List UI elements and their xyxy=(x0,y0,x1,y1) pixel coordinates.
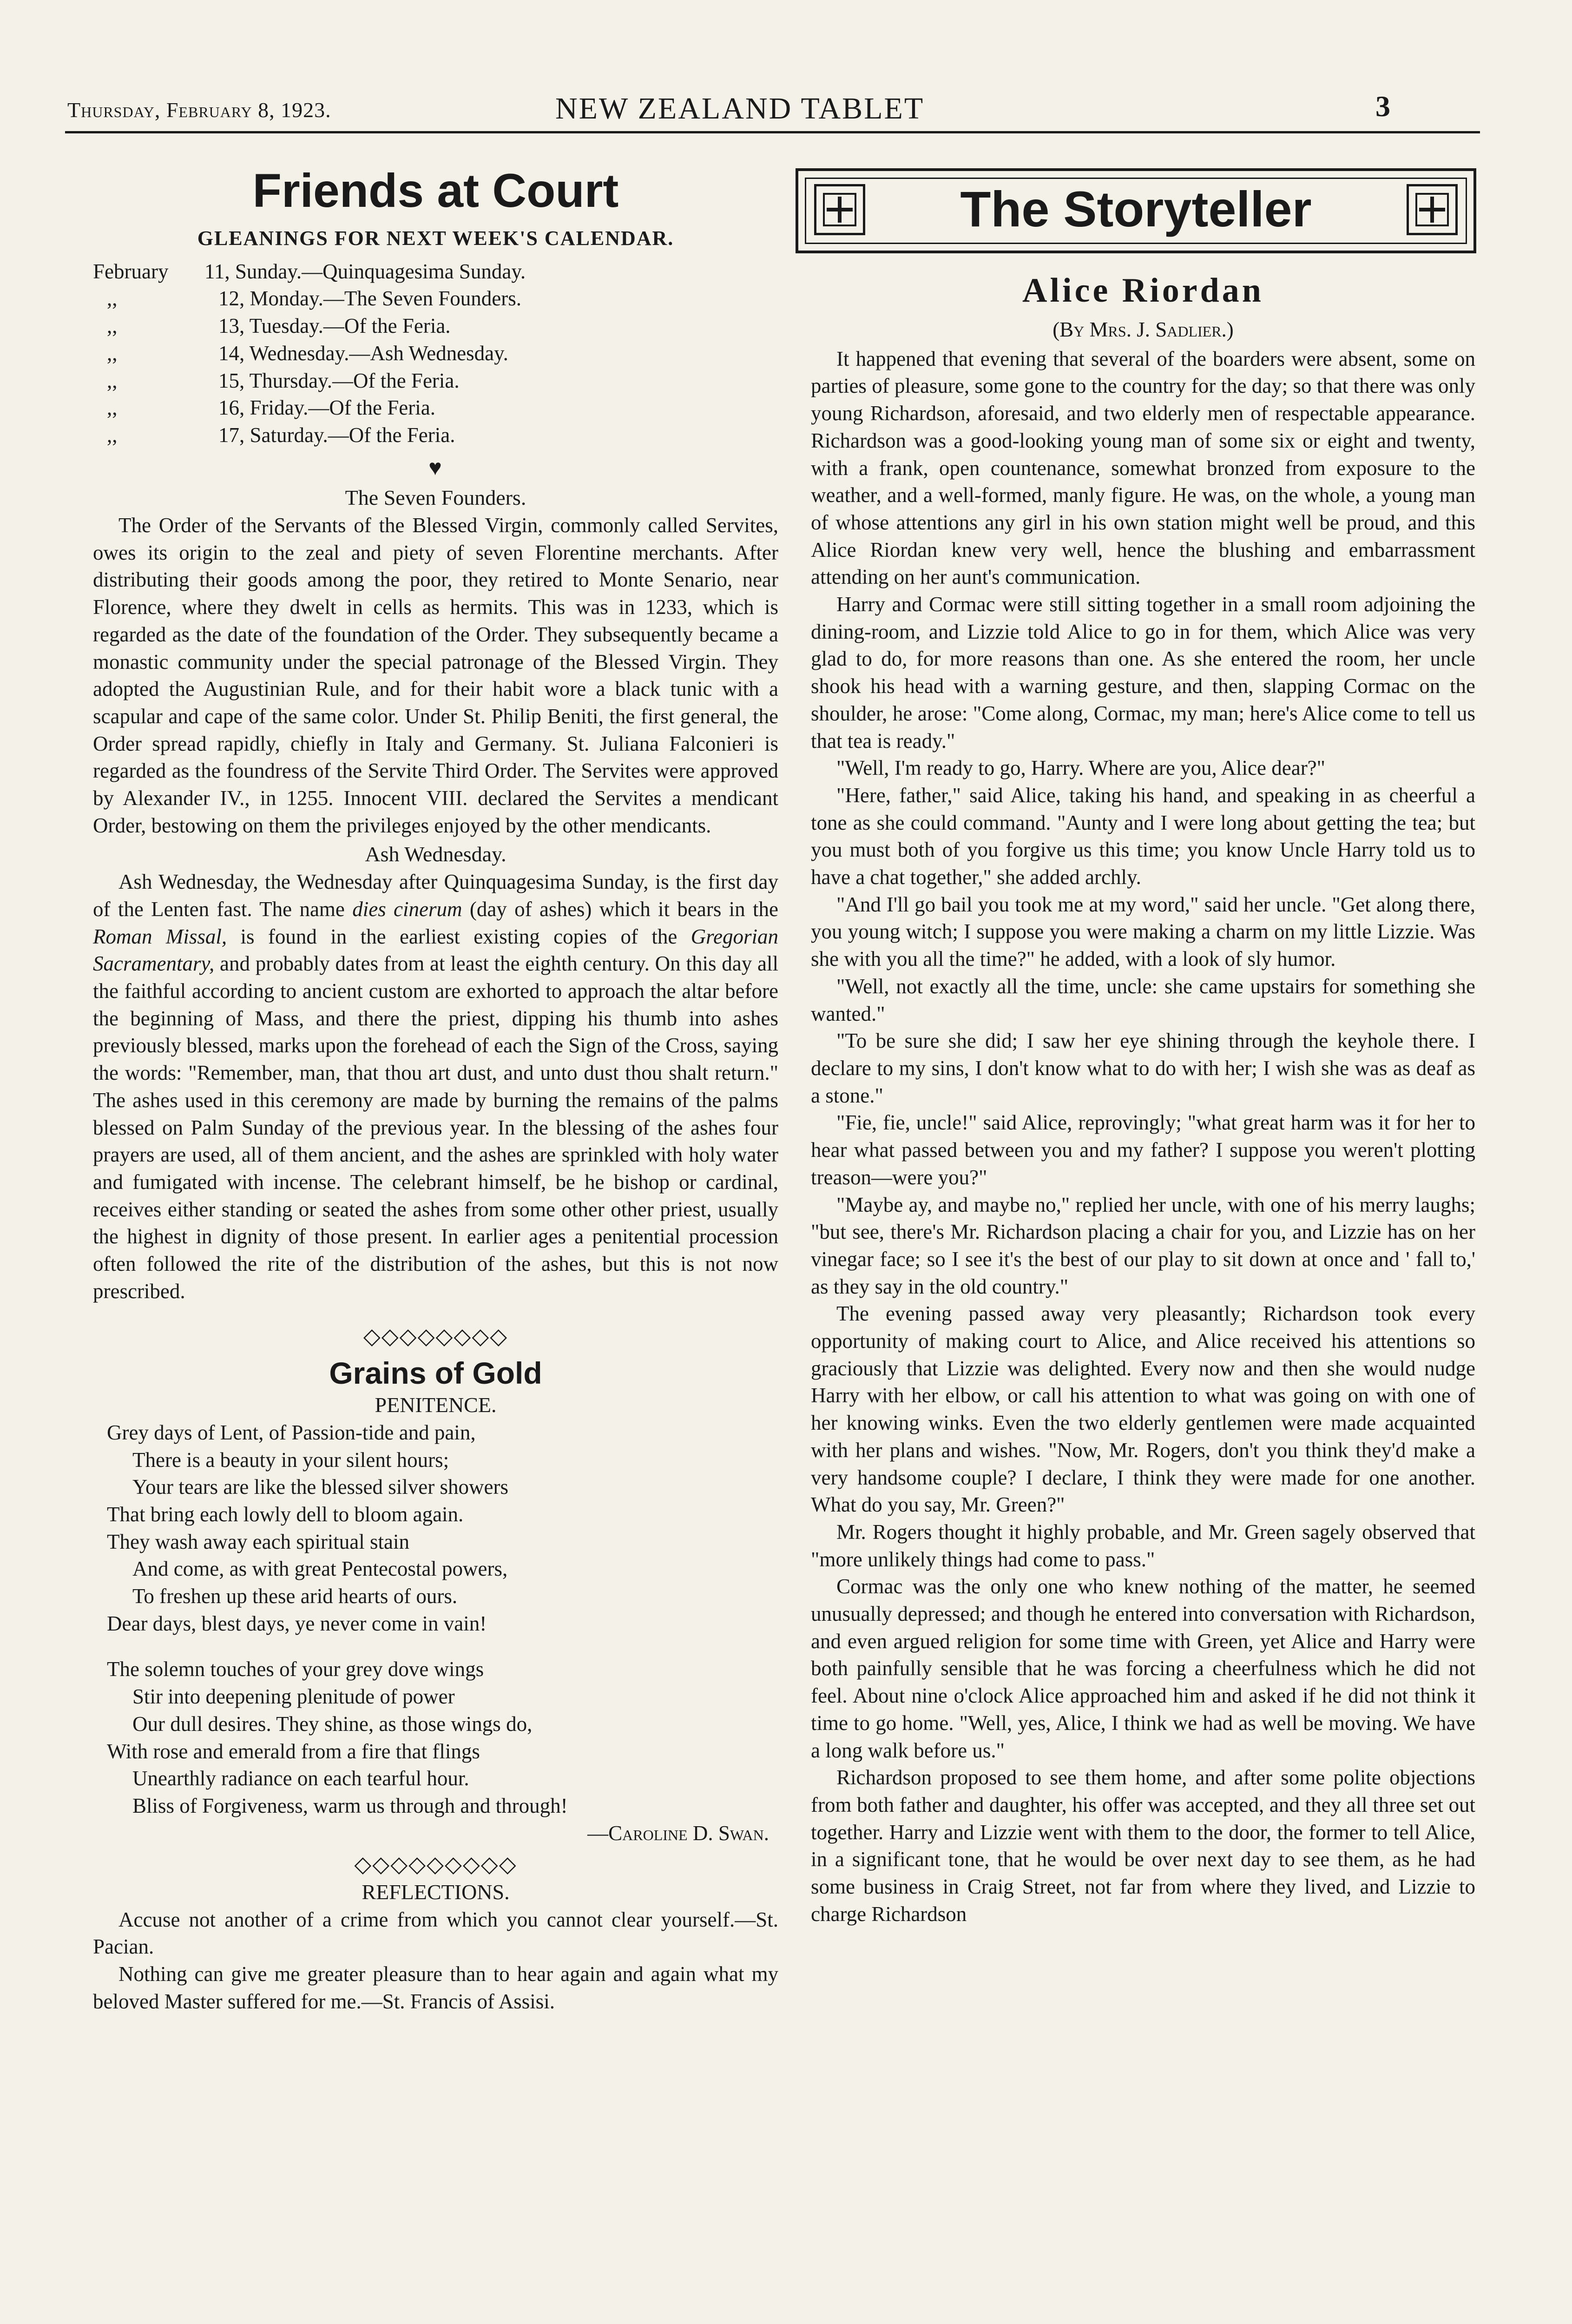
story-paragraph: Harry and Cormac were still sitting together in a small room adjoining the dining-room, and Lizzie told Alice to go in for them, which Alice was very glad to do, for more reasons than one. As she entered the room, her uncle shook his head with a warning gesture, and then, slapping Cormac on the shoulder, he arose: "Come along, Cormac, my man; here's Alice come to tell us that tea is ready." xyxy=(811,593,1475,753)
penitence-heading: PENITENCE. xyxy=(375,1393,497,1417)
calendar-text: 13, Tuesday.—Of the Feria. xyxy=(218,314,451,338)
story-paragraph: "Well, not exactly all the time, uncle: she came upstairs for something she wanted." xyxy=(811,974,1475,1025)
poem-stanza-1 xyxy=(93,1419,778,1637)
calendar-text: 11, Sunday.—Quinquagesima Sunday. xyxy=(204,259,526,283)
story-paragraph: "Here, father," said Alice, taking his hand, and speaking in as cheerful a tone as she could command. "Aunty and I were long about getting the tea; but you must both of you forgive us this time; you know Uncle Harry told us to have a chat together," she added archly. xyxy=(811,783,1475,889)
issue-date: Thursday, February 8, 1923. xyxy=(67,98,331,122)
calendar-list xyxy=(93,258,778,449)
story-body xyxy=(811,345,1475,1928)
poem-line: There is a beauty in your silent hours; xyxy=(132,1448,449,1472)
calendar-month: ,, xyxy=(107,341,118,365)
left-column xyxy=(93,163,778,2015)
ash-text-1: Ash Wednesday, the Wednesday after Quinquagesima Sunday, is the first day of the Lenten fast. The name xyxy=(93,870,778,921)
poem-attribution: —Caroline D. Swan. xyxy=(587,1821,769,1845)
ornament-heart: ♥ xyxy=(428,455,443,480)
founders-paragraph: The Order of the Servants of the Blessed Virgin, commonly called Servites, owes its origin to the zeal and piety of seven Florentine merchants. After distributing their goods among the poor, they retired to Monte Senario, near Florence, where they dwelt in cells as hermits. This was in 1233, which is regarded as the date of the foundation of the Order. They subsequently became a monastic community under the special patronage of the Blessed Virgin. They adopted the Augustinian Rule, and for their habit wore a black tunic with a scapular and cape of the same color. Under St. Philip Beniti, the first general, the Order spread rapidly, chiefly in Italy and Germany. St. Juliana Falconieri is regarded as the foundress of the Servite Third Order. The Servites were approved by Alexander IV., in 1255. Innocent VIII. declared the Servites a mendicant Order, bestowing on them the privileges enjoyed by the other mendicants. xyxy=(93,514,778,837)
calendar-text: 17, Saturday.—Of the Feria. xyxy=(218,423,455,447)
story-title: Alice Riordan xyxy=(1022,271,1264,310)
reflection-quote: Accuse not another of a crime from which you cannot clear yourself.—St. Pacian. xyxy=(93,1908,778,1959)
calendar-month: ,, xyxy=(107,314,118,338)
calendar-entry xyxy=(93,285,778,312)
story-paragraph: Richardson proposed to see them home, and after some polite objections from both father and daughter, his offer was accepted, and they all three set out together. Harry and Lizzie went with them to the door, the former to tell Alice, in a significant tone, that he would be over next day to see them, as he had some business in Craig Street, not far from where they lived, and Lizzie to charge Richardson xyxy=(811,1766,1475,1926)
ash-wednesday-heading: Ash Wednesday. xyxy=(365,842,506,866)
poem-line: To freshen up these arid hearts of ours. xyxy=(132,1585,458,1608)
ash-text-3: is found in the earliest existing copies of the xyxy=(227,924,691,948)
ornament-divider: ◇◇◇◇◇◇◇◇ xyxy=(363,1324,508,1349)
calendar-text: 14, Wednesday.—Ash Wednesday. xyxy=(218,341,508,365)
calendar-entry xyxy=(93,312,778,340)
story-paragraph: "To be sure she did; I saw her eye shining through the keyhole there. I declare to my sins, I don't know what to do with her; I wish she was as deaf as a stone." xyxy=(811,1029,1475,1107)
poem-line: Bliss of Forgiveness, warm us through and through! xyxy=(132,1794,568,1817)
section-subtitle: GLEANINGS FOR NEXT WEEK'S CALENDAR. xyxy=(197,227,674,250)
calendar-text: 15, Thursday.—Of the Feria. xyxy=(218,369,460,392)
poem-line: Our dull desires. They shine, as those wings do, xyxy=(132,1712,533,1736)
story-paragraph: "And I'll go bail you took me at my word," said her uncle. "Get along there, you young witch; I suppose you were making a charm on my little Lizzie. Was she with you all the time?" he added, with a look of sly humor. xyxy=(811,892,1475,971)
story-paragraph: Mr. Rogers thought it highly probable, and Mr. Green sagely observed that "more unlikely things had come to pass." xyxy=(811,1520,1475,1571)
story-paragraph: "Fie, fie, uncle!" said Alice, reprovingly; "what great harm was it for her to hear what passed between you and my father? I suppose you weren't plotting treason—were you?" xyxy=(811,1111,1475,1189)
calendar-text: 16, Friday.—Of the Feria. xyxy=(218,396,435,420)
calendar-month: ,, xyxy=(107,396,118,420)
section-title-grains-of-gold: Grains of Gold xyxy=(329,1356,542,1391)
calendar-month: February xyxy=(93,259,169,283)
poem-line: The solemn touches of your grey dove wings xyxy=(107,1657,484,1681)
poem-line: With rose and emerald from a fire that flings xyxy=(107,1739,480,1763)
story-byline: (By Mrs. J. Sadlier.) xyxy=(1052,318,1234,341)
page-number: 3 xyxy=(1375,90,1390,123)
poem-stanza-2 xyxy=(93,1656,778,1819)
ornament-divider-2: ◇◇◇◇◇◇◇◇◇ xyxy=(354,1852,517,1877)
calendar-entry xyxy=(93,422,778,449)
poem-line: Dear days, blest days, ye never come in vain! xyxy=(107,1611,487,1635)
poem-line: And come, as with great Pentecostal powers, xyxy=(132,1557,508,1581)
banner-title: The Storyteller xyxy=(960,181,1312,237)
section-title-friends-at-court: Friends at Court xyxy=(252,164,619,217)
poem-line: Stir into deepening plenitude of power xyxy=(132,1685,455,1709)
calendar-entry xyxy=(93,340,778,367)
ash-italic-1: dies cinerum xyxy=(352,897,462,921)
calendar-month: ,, xyxy=(107,369,118,392)
story-paragraph: Cormac was the only one who knew nothing of the matter, he seemed unusually depressed; and though he entered into conversation with Richardson, and even argued religion for some time with Green, yet Alice and Harry were both painfully sensible that he was forcing a cheerfulness which he did not feel. About nine o'clock Alice approached him and asked if he did not think it time to go home. "Well, yes, Alice, I think we had as well be moving. We have a long walk before us." xyxy=(811,1575,1475,1762)
calendar-entry xyxy=(93,394,778,422)
poem-line: Your tears are like the blessed silver showers xyxy=(132,1475,508,1499)
ash-wednesday-paragraph xyxy=(93,868,778,1305)
poem-line: Unearthly radiance on each tearful hour. xyxy=(132,1767,469,1790)
header-rule xyxy=(65,131,1480,133)
founders-heading: The Seven Founders. xyxy=(345,486,526,510)
masthead-title: NEW ZEALAND TABLET xyxy=(555,92,925,125)
calendar-entry xyxy=(93,367,778,395)
reflection-quote: Nothing can give me greater pleasure than to hear again and again what my beloved Master suffered for me.—St. Francis of Assisi. xyxy=(93,1962,778,2013)
calendar-month: ,, xyxy=(107,423,118,447)
ash-text-4: and probably dates from at least the eighth century. On this day all the faithful according to ancient custom are exhorted to approach the altar before the beginning of Mass, and there the priest, dipping his thumb into ashes previously blessed, marks upon the forehead of each the Sign of the Cross, saying the words: "Remember, man, that thou art dust, and unto dust thou shalt return." The ashes used in this ceremony are made by burning the remains of the palms blessed on Palm Sunday of the previous year. In the blessing of the ashes four prayers are used, all of them ancient, and the ashes are sprinkled with holy water and fumigated with incense. The celebrant himself, be he bishop or cardinal, receives either standing or seated the ashes from some other other priest, usually the highest in dignity of those present. In earlier ages a penitential procession often followed the rite of the distribution of the ashes, but this is not now prescribed. xyxy=(93,952,778,1303)
poem-line: Grey days of Lent, of Passion-tide and pain, xyxy=(107,1420,476,1444)
story-paragraph: It happened that evening that several of the boarders were absent, some on parties of pleasure, some gone to the country for the day; so that there was only young Richardson, aforesaid, and two elderly men of respectable appearance. Richardson was a good-looking young man of some six or eight and twenty, with a frank, open countenance, somewhat bronzed from exposure to the weather, and a well-formed, manly figure. He was, on the whole, a young man of whose attentions any girl in his own station might well be proud, and this Alice Riordan knew very well, hence the blushing and embarrassment attending on her aunt's communication. xyxy=(811,347,1475,589)
calendar-entry xyxy=(93,258,778,285)
story-paragraph: "Maybe ay, and maybe no," replied her uncle, with one of his merry laughs; "but see, there's Mr. Richardson placing a chair for you, and Lizzie has on her vinegar face; so I see it's the best of our play to sit down at once and ' fall to,' as they say in the old country." xyxy=(811,1193,1475,1298)
right-column xyxy=(811,163,1475,1928)
poem-line: They wash away each spiritual stain xyxy=(107,1530,410,1553)
story-paragraph: "Well, I'm ready to go, Harry. Where are you, Alice dear?" xyxy=(836,756,1326,780)
ash-italic-3: Gregorian Sacramentary, xyxy=(93,924,778,976)
ash-italic-2: Roman Missal, xyxy=(93,924,227,948)
story-paragraph: The evening passed away very pleasantly; Richardson took every opportunity of making court to Alice, and Alice received his attentions so graciously that Lizzie was delighted. Every now and then she would nudge Harry with her elbow, or call his attention to what was going on with one of her knowing winks. Even the two elderly gentlemen were made acquainted with her plans and wishes. "Now, Mr. Rogers, don't you think they'd make a very handsome couple? I declare, I think they were made for one another. What do you say, Mr. Green?" xyxy=(811,1302,1475,1517)
calendar-month: ,, xyxy=(107,287,118,310)
poem-line: That bring each lowly dell to bloom again. xyxy=(107,1502,464,1526)
reflections-heading: REFLECTIONS. xyxy=(362,1880,510,1904)
ash-text-2: (day of ashes) which it bears in the xyxy=(462,897,778,921)
calendar-text: 12, Monday.—The Seven Founders. xyxy=(218,287,521,310)
